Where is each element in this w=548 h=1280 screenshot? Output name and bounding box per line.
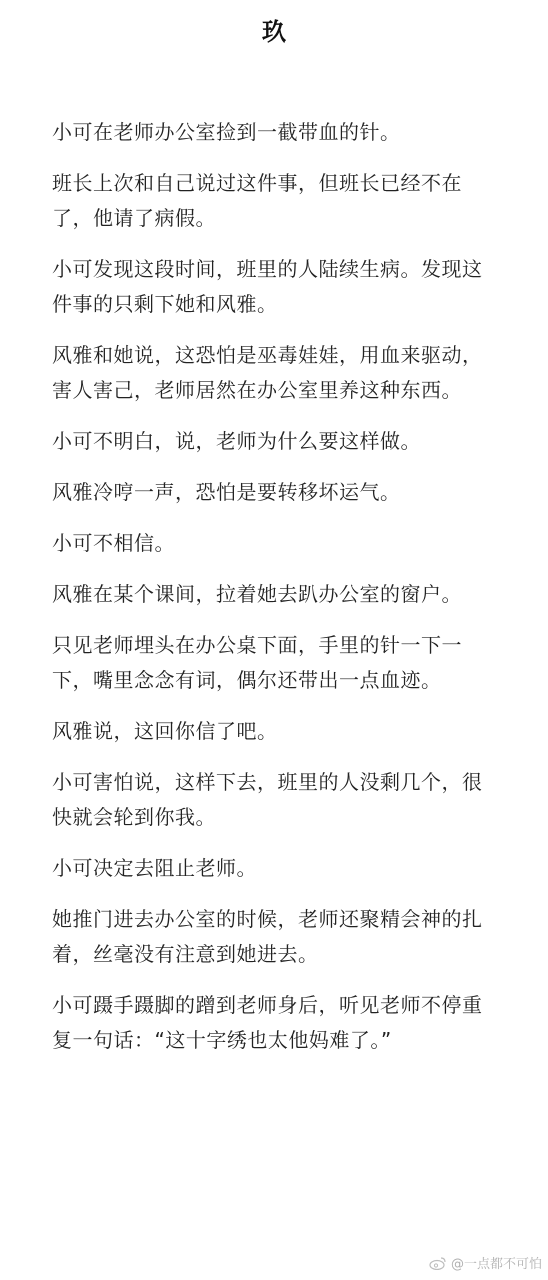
weibo-icon <box>429 1256 447 1270</box>
story-paragraph: 小可不明白，说，老师为什么要这样做。 <box>52 429 421 453</box>
story-paragraph: 只见老师埋头在办公桌下面，手里的针一下一下，嘴里念念有词，偶尔还带出一点血迹。 <box>52 633 462 692</box>
story-paragraph: 小可蹑手蹑脚的蹭到老师身后，听见老师不停重复一句话：“这十字绣也太他妈难了。” <box>52 993 483 1052</box>
story-paragraph: 小可害怕说，这样下去，班里的人没剩几个，很快就会轮到你我。 <box>52 770 483 829</box>
story-paragraph: 小可在老师办公室捡到一截带血的针。 <box>52 120 401 144</box>
story-paragraph: 风雅和她说，这恐怕是巫毒娃娃，用血来驱动，害人害己，老师居然在办公室里养这种东西。 <box>52 343 483 402</box>
story-body <box>52 115 502 1074</box>
watermark <box>429 1253 542 1272</box>
story-paragraph: 班长上次和自己说过这件事，但班长已经不在了，他请了病假。 <box>52 171 462 230</box>
story-paragraph: 风雅说，这回你信了吧。 <box>52 719 278 743</box>
watermark-text: @一点都不可怕 <box>450 1257 542 1272</box>
story-paragraph: 小可不相信。 <box>52 531 175 555</box>
story-paragraph: 小可发现这段时间，班里的人陆续生病。发现这件事的只剩下她和风雅。 <box>52 257 483 316</box>
page-title: 玖 <box>262 18 286 46</box>
story-paragraph: 风雅冷哼一声，恐怕是要转移坏运气。 <box>52 480 401 504</box>
story-paragraph: 风雅在某个课间，拉着她去趴办公室的窗户。 <box>52 582 462 606</box>
story-paragraph: 她推门进去办公室的时候，老师还聚精会神的扎着，丝毫没有注意到她进去。 <box>52 907 483 966</box>
story-paragraph: 小可决定去阻止老师。 <box>52 856 257 880</box>
